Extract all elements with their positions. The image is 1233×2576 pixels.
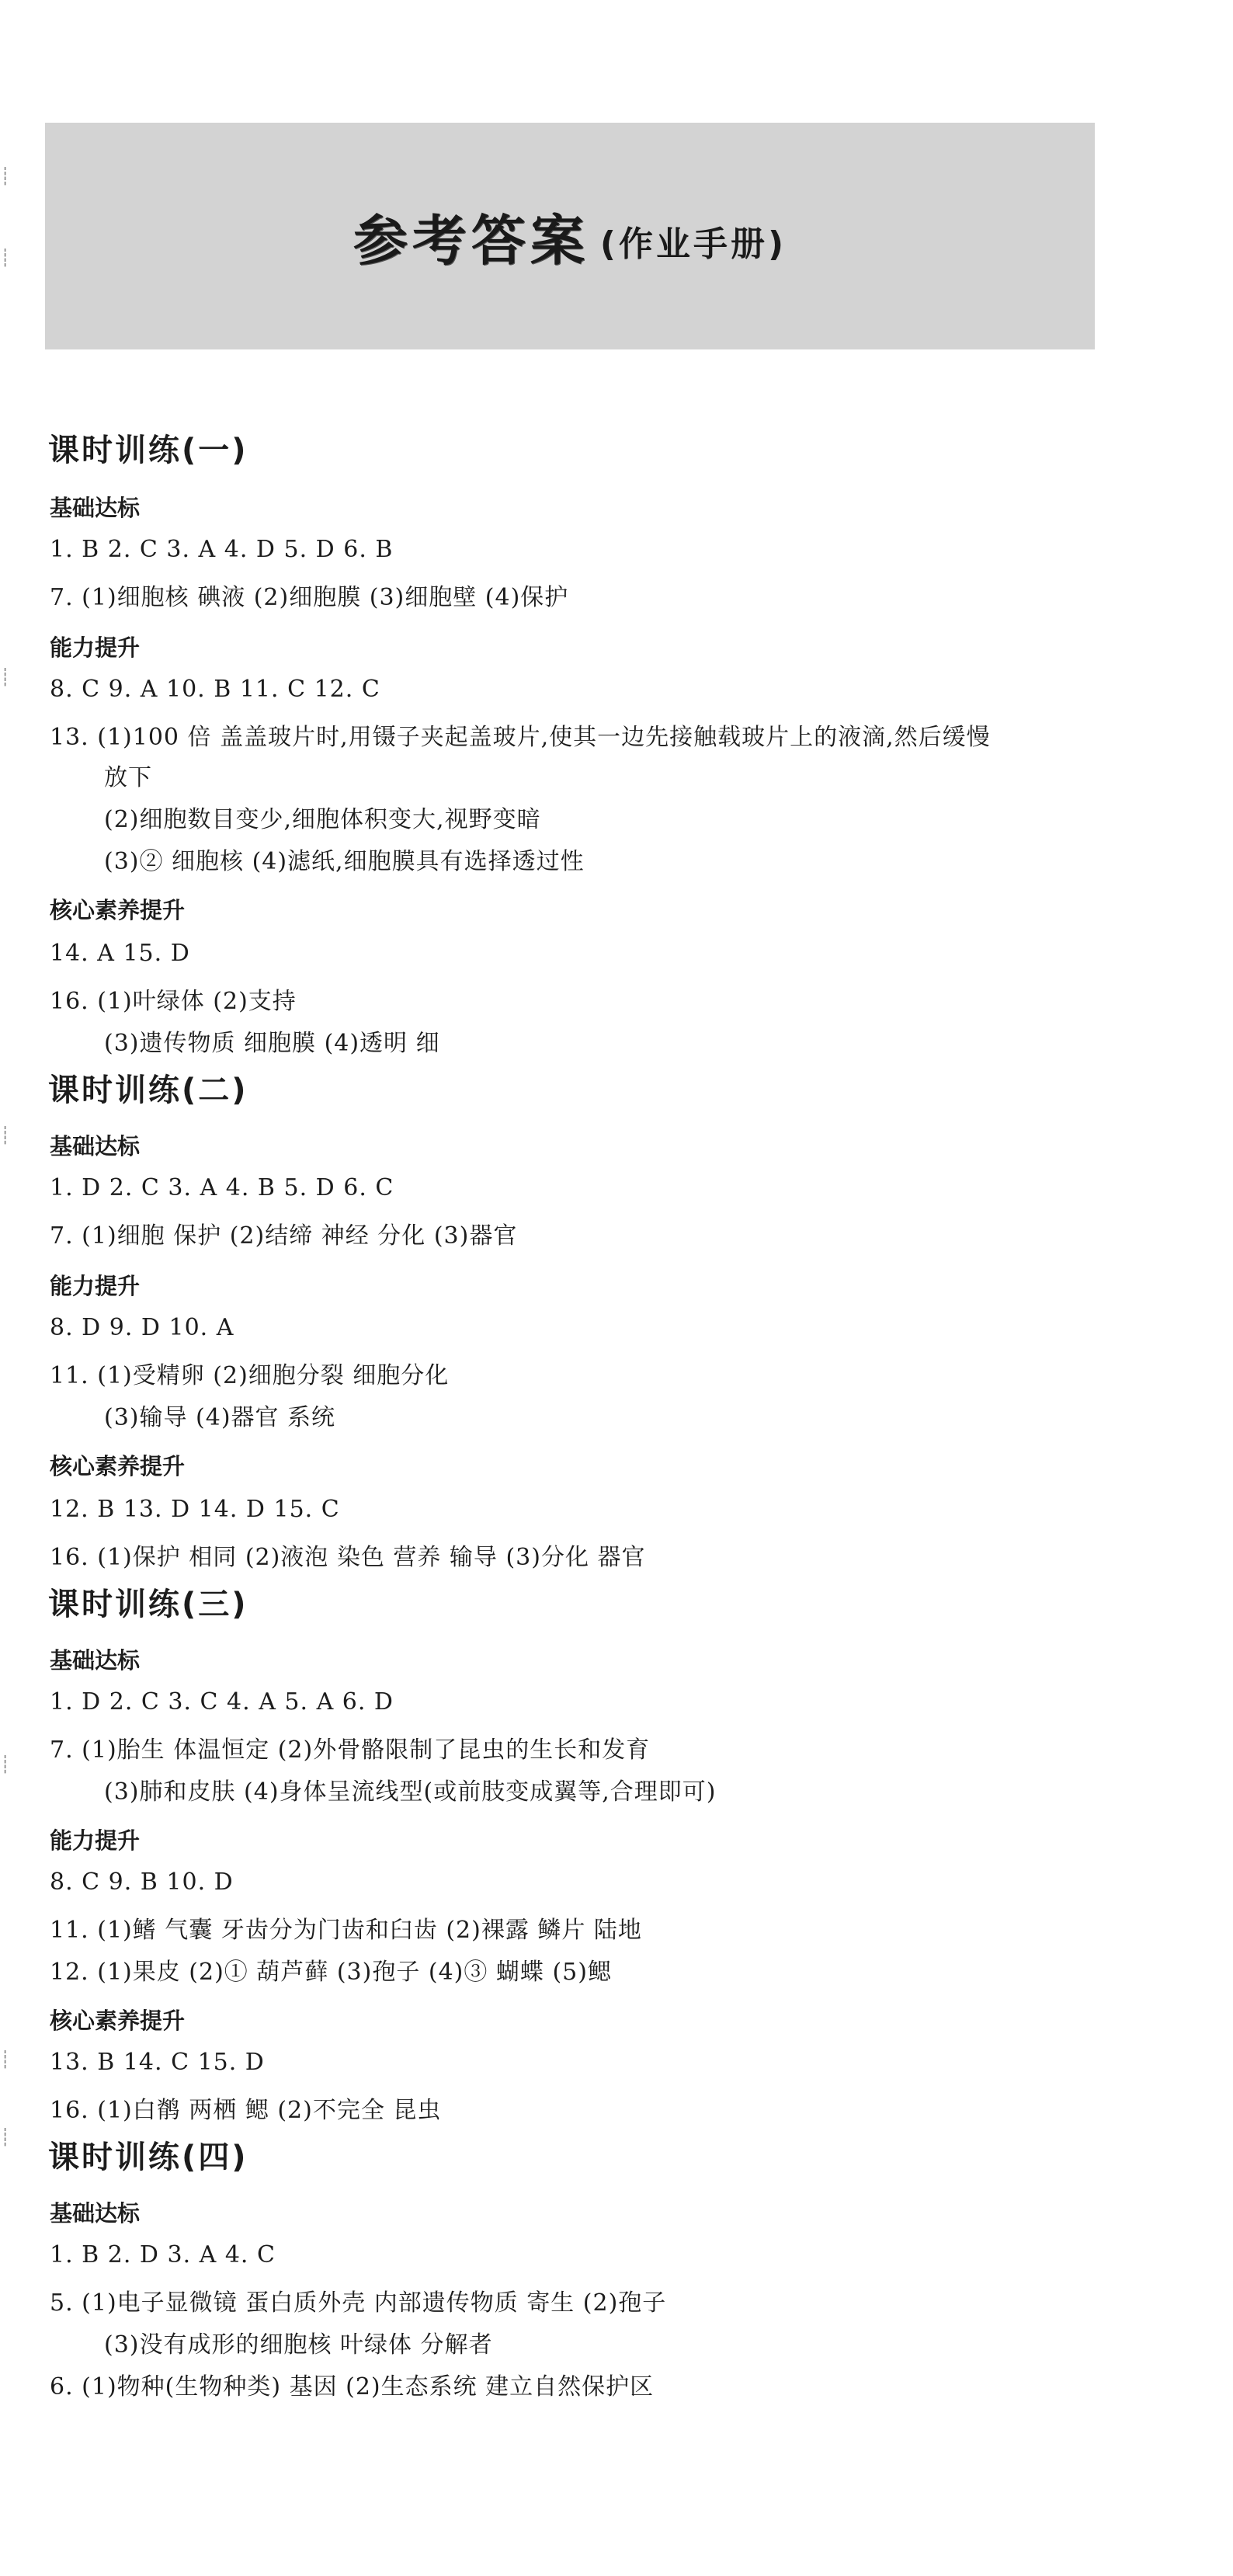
scan-edge-mark: ┊ <box>0 1126 11 1145</box>
answer-line: (3)遗传物质 细胞膜 (4)透明 细 <box>104 1030 440 1057</box>
answer-line: 5. (1)电子显微镜 蛋白质外壳 内部遗传物质 寄生 (2)孢子 <box>50 2289 667 2317</box>
answer-line: 1. B 2. D 3. A 4. C <box>50 2241 276 2268</box>
answer-line: 8. C 9. A 10. B 11. C 12. C <box>50 676 380 703</box>
answer-line: (2)细胞数目变少,细胞体积变大,视野变暗 <box>104 806 541 833</box>
lesson-title: 课时训练(三) <box>48 1587 248 1622</box>
banner-subtitle: (作业手册) <box>599 224 787 264</box>
answer-line: 6. (1)物种(生物种类) 基因 (2)生态系统 建立自然保护区 <box>50 2373 655 2400</box>
answer-line: 7. (1)细胞核 碘液 (2)细胞膜 (3)细胞壁 (4)保护 <box>50 584 569 611</box>
section-heading: 基础达标 <box>50 1133 141 1159</box>
lesson-title: 课时训练(二) <box>48 1072 248 1108</box>
section-heading: 核心素养提升 <box>50 1453 186 1479</box>
answer-line: 11. (1)鳍 气囊 牙齿分为门齿和臼齿 (2)裸露 鳞片 陆地 <box>50 1917 642 1944</box>
answer-line: 16. (1)叶绿体 (2)支持 <box>50 988 297 1015</box>
section-heading: 基础达标 <box>50 1647 141 1674</box>
section-heading: 核心素养提升 <box>50 2008 186 2034</box>
answer-line: (3)肺和皮肤 (4)身体呈流线型(或前肢变成翼等,合理即可) <box>104 1778 717 1806</box>
scan-edge-mark: ┊ <box>0 167 11 186</box>
section-heading: 能力提升 <box>50 1273 141 1299</box>
answer-line: 13. B 14. C 15. D <box>50 2049 265 2076</box>
answer-line: 12. (1)果皮 (2)① 葫芦藓 (3)孢子 (4)③ 蝴蝶 (5)鳃 <box>50 1959 612 1986</box>
banner-title: 参考答案 <box>353 208 589 273</box>
answer-line: 放下 <box>104 764 152 791</box>
answer-line: 8. D 9. D 10. A <box>50 1314 234 1341</box>
answer-line: 13. (1)100 倍 盖盖玻片时,用镊子夹起盖玻片,使其一边先接触载玻片上的液滴,然后缓慢 <box>50 724 991 751</box>
lesson-title: 课时训练(一) <box>48 433 248 468</box>
scan-edge-mark: ┊ <box>0 1755 11 1775</box>
section-heading: 核心素养提升 <box>50 897 186 923</box>
answer-line: 11. (1)受精卵 (2)细胞分裂 细胞分化 <box>50 1362 450 1389</box>
answer-line: 1. B 2. C 3. A 4. D 5. D 6. B <box>50 536 394 563</box>
answer-line: (3)② 细胞核 (4)滤纸,细胞膜具有选择透过性 <box>104 848 585 875</box>
answer-line: 7. (1)胎生 体温恒定 (2)外骨骼限制了昆虫的生长和发育 <box>50 1736 651 1764</box>
scan-edge-mark: ┊ <box>0 249 11 268</box>
answer-line: 16. (1)白鹡 两栖 鳃 (2)不完全 昆虫 <box>50 2097 442 2124</box>
section-heading: 能力提升 <box>50 634 141 661</box>
answer-line: 12. B 13. D 14. D 15. C <box>50 1496 340 1523</box>
answer-line: 8. C 9. B 10. D <box>50 1869 234 1896</box>
answer-key-banner <box>45 123 1095 349</box>
answer-line: (3)输导 (4)器官 系统 <box>104 1404 336 1431</box>
answer-line: 7. (1)细胞 保护 (2)结缔 神经 分化 (3)器官 <box>50 1222 518 1250</box>
answer-line: (3)没有成形的细胞核 叶绿体 分解者 <box>104 2331 493 2359</box>
section-heading: 能力提升 <box>50 1827 141 1854</box>
section-heading: 基础达标 <box>50 2200 141 2227</box>
scan-edge-mark: ┊ <box>0 668 11 687</box>
answer-line: 1. D 2. C 3. C 4. A 5. A 6. D <box>50 1688 394 1716</box>
section-heading: 基础达标 <box>50 495 141 521</box>
scan-edge-mark: ┊ <box>0 2050 11 2070</box>
answer-line: 1. D 2. C 3. A 4. B 5. D 6. C <box>50 1174 394 1201</box>
lesson-title: 课时训练(四) <box>48 2140 248 2175</box>
answer-line: 16. (1)保护 相同 (2)液泡 染色 营养 输导 (3)分化 器官 <box>50 1544 646 1571</box>
answer-line: 14. A 15. D <box>50 940 190 967</box>
scan-edge-mark: ┊ <box>0 2128 11 2147</box>
